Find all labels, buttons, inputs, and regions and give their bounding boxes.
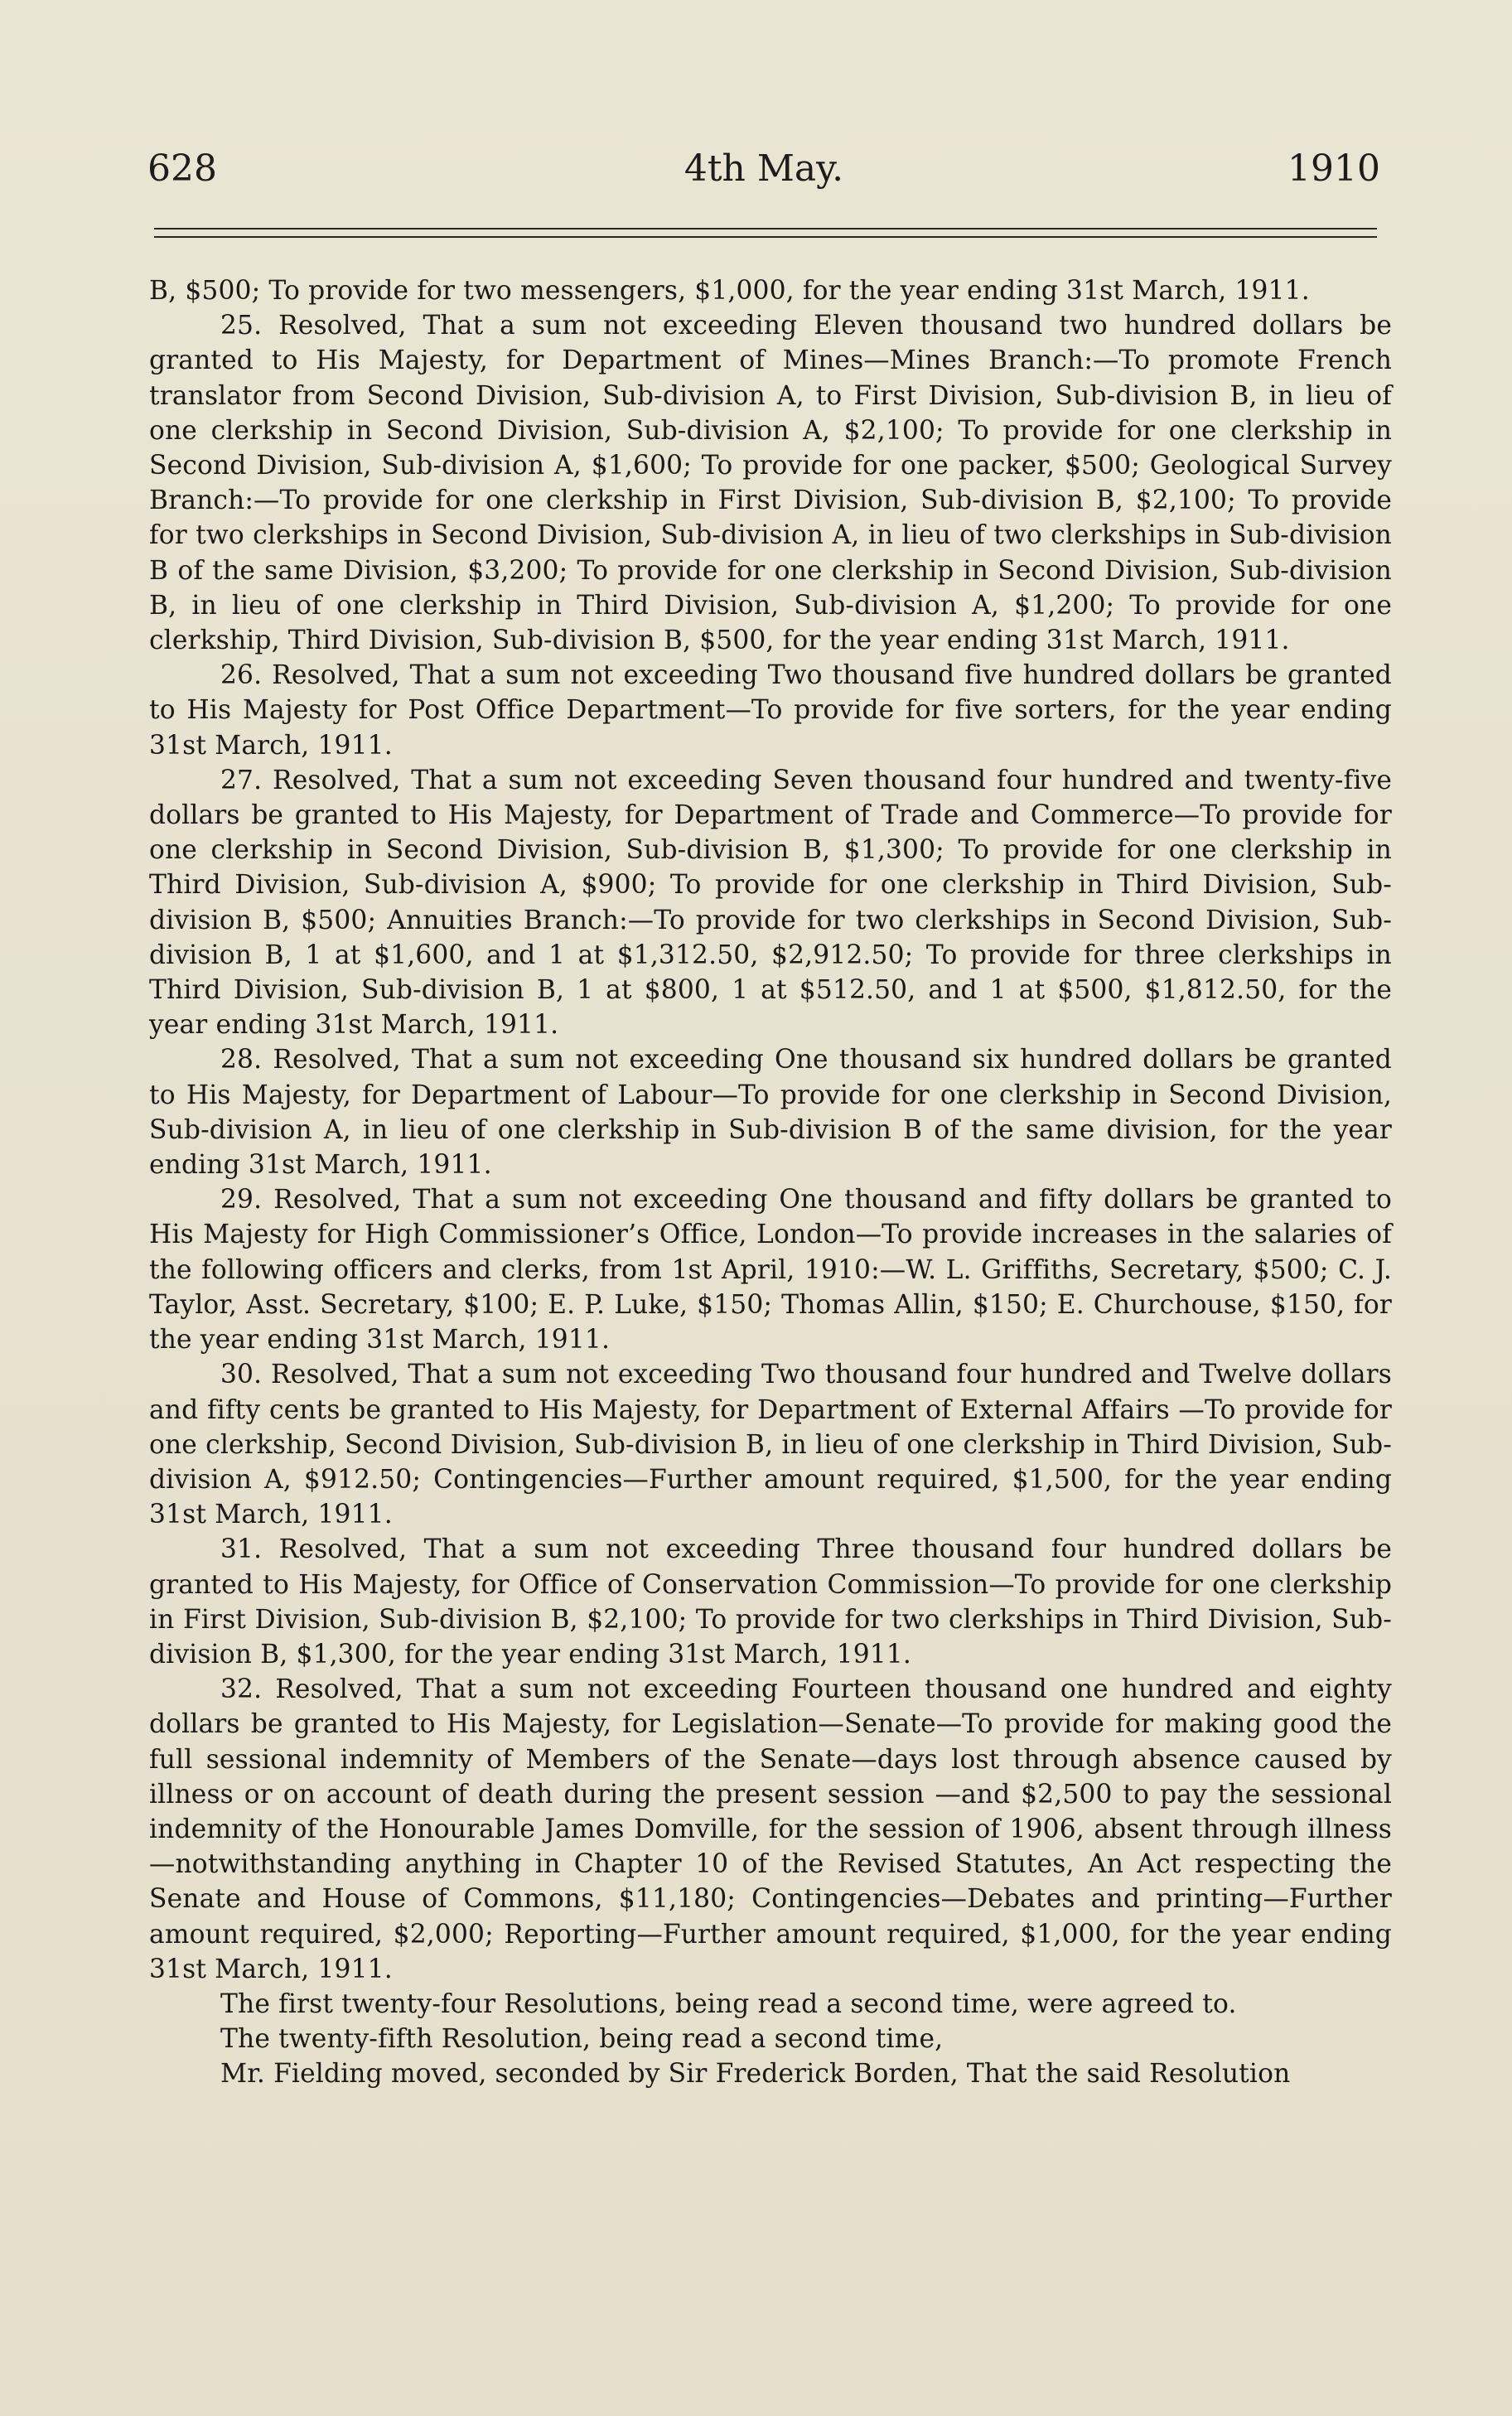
- header-rule-bottom: [154, 236, 1377, 238]
- resolution-26: 26. Resolved, That a sum not exceeding Two thousand five hundred dollars be granted to His Majesty for Post Office Department—To provide for five sorters, for the year ending 31st March, 1911.: [149, 660, 1392, 761]
- header-rule-top: [154, 228, 1377, 230]
- resolution-25: 25. Resolved, That a sum not exceeding Eleven thousand two hundred dollars be granted to His Majesty, for Department of Mines—Mines Branch:—To promote French translator from Second Division, Sub-division A, to First Division, Sub-division B, in lieu of one clerkship in Second Division, Sub-division A, $2,100; To provide for one clerkship in Second Division, Sub-division A, $1,600; To provide for one packer, $500; Geological Survey Branch:—To provide for one clerkship in First Division, Sub-division B, $2,100; To provide for two clerkships in Second Division, Sub-division A, in lieu of two clerkships in Sub-division B of the same Division, $3,200; To provide for one clerkship in Second Division, Sub-division B, in lieu of one clerkship in Third Division, Sub-division A, $1,200; To provide for one clerkship, Third Division, Sub-division B, $500, for the year ending 31st March, 1911.: [149, 311, 1392, 656]
- resolution-27: 27. Resolved, That a sum not exceeding Seven thousand four hundred and twenty-five dollars be granted to His Majesty, for Department of Trade and Commerce—To provide for one clerkship in Second Division, Sub-division B, $1,300; To provide for one clerkship in Third Division, Sub-division A, $900; To provide for one clerkship in Third Division, Sub-division B, $500; Annuities Branch:—To provide for two clerkships in Second Division, Sub-division B, 1 at $1,600, and 1 at $1,312.50, $2,912.50; To provide for three clerkships in Third Division, Sub-division B, 1 at $800, 1 at $512.50, and 1 at $500, $1,812.50, for the year ending 31st March, 1911.: [149, 765, 1392, 1041]
- paragraph-second-reading: The twenty-fifth Resolution, being read a second time,: [220, 2024, 944, 2055]
- page-header: [147, 147, 1380, 197]
- resolution-29: 29. Resolved, That a sum not exceeding One thousand and fifty dollars be granted to His Majesty for High Commissioner’s Office, London—To provide increases in the salaries of the following officers and clerks, from 1st April, 1910:—W. L. Griffiths, Secretary, $500; C. J. Taylor, Asst. Secretary, $100; E. P. Luke, $150; Thomas Allin, $150; E. Churchouse, $150, for the year ending 31st March, 1911.: [149, 1185, 1392, 1355]
- header-year: 1910: [1287, 147, 1380, 190]
- resolution-30: 30. Resolved, That a sum not exceeding Two thousand four hundred and Twelve dollars and fifty cents be granted to His Majesty, for Department of External Affairs —To provide for one clerkship, Second Division, Sub-division B, in lieu of one clerkship in Third Division, Sub-division A, $912.50; Contingencies—Further amount required, $1,500, for the year ending 31st March, 1911.: [149, 1360, 1392, 1530]
- body-text: [149, 273, 1392, 2092]
- resolution-31: 31. Resolved, That a sum not exceeding Three thousand four hundred dollars be granted to His Majesty, for Office of Conservation Commission—To provide for one clerkship in First Division, Sub-division B, $2,100; To provide for two clerkships in Third Division, Sub-division B, $1,300, for the year ending 31st March, 1911.: [149, 1534, 1392, 1669]
- resolution-32: 32. Resolved, That a sum not exceeding Fourteen thousand one hundred and eighty dollars be granted to His Majesty, for Legislation—Senate—To provide for making good the full sessional indemnity of Members of the Senate—days lost through absence caused by illness or on account of death during the present session —and $2,500 to pay the sessional indemnity of the Honourable James Domville, for the session of 1906, absent through illness—notwithstanding anything in Chapter 10 of the Revised Statutes, An Act respecting the Senate and House of Commons, $11,180; Contingencies—Debates and printing—Further amount required, $2,000; Reporting—Further amount required, $1,000, for the year ending 31st March, 1911.: [149, 1674, 1392, 1984]
- paragraph-agreed: The first twenty-four Resolutions, being read a second time, were agreed to.: [220, 1988, 1237, 2019]
- paragraph-continuation: B, $500; To provide for two messengers, $1,000, for the year ending 31st March, 1911.: [149, 276, 1310, 306]
- paragraph-motion: Mr. Fielding moved, seconded by Sir Frederick Borden, That the said Resolution: [220, 2059, 1291, 2090]
- page-number: 628: [147, 147, 217, 190]
- resolution-28: 28. Resolved, That a sum not exceeding One thousand six hundred dollars be granted to His Majesty, for Department of Labour—To provide for one clerkship in Second Division, Sub-division A, in lieu of one clerkship in Sub-division B of the same division, for the year ending 31st March, 1911.: [149, 1045, 1392, 1181]
- header-date: 4th May.: [684, 147, 844, 190]
